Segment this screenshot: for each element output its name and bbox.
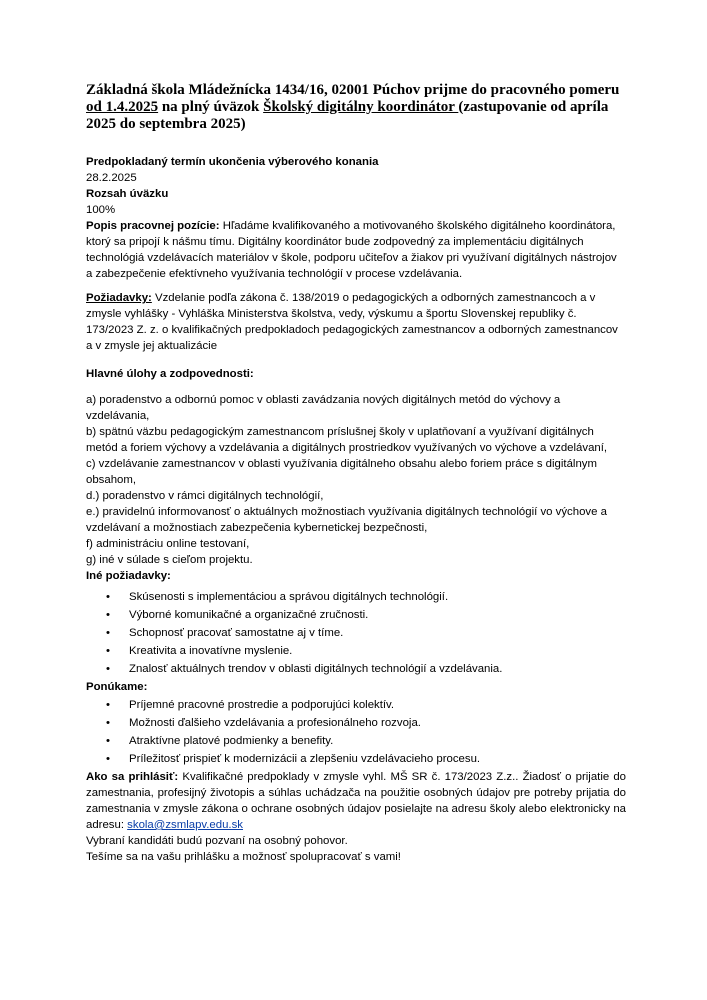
list-item: • Znalosť aktuálnych trendov v oblasti digitálnych technológií a vzdelávania. — [86, 661, 626, 677]
heading-start-date: od 1.4.2025 — [86, 99, 159, 115]
school-email-link[interactable]: skola@zsmlapv.edu.sk — [127, 819, 243, 831]
list-item: • Výborné komunikačné a organizačné zručnosti. — [86, 607, 626, 623]
offer-list — [86, 697, 626, 767]
requirements-label: Požiadavky: — [86, 292, 152, 304]
task-item: a) poradenstvo a odbornú pomoc v oblasti zavádzania nových digitálnych metód do výchovy a vzdelávania, — [86, 394, 561, 422]
task-item: g) iné v súlade s cieľom projektu. — [86, 554, 253, 566]
end-date-label: Predpokladaný termín ukončenia výberového konania — [86, 156, 379, 168]
task-item: e.) pravidelnú informovanosť o aktuálnych možnostiach využívania digitálnych technológií vo výchove a vzdelávaní a možnostiach zabezpečenia kybernetickej bezpečnosti, — [86, 506, 607, 534]
document-body — [86, 154, 626, 865]
position-label: Popis pracovnej pozície: — [86, 220, 220, 232]
apply-label: Ako sa prihlásiť: — [86, 771, 179, 783]
list-item: • Príležitosť prispieť k modernizácii a zlepšeniu vzdelávacieho procesu. — [86, 751, 626, 767]
other-requirements-label: Iné požiadavky: — [86, 570, 171, 582]
list-item: • Kreativita a inovatívne myslenie. — [86, 643, 626, 659]
task-item: c) vzdelávanie zamestnancov v oblasti využívania digitálneho obsahu alebo foriem práce s digitálnym obsahom, — [86, 458, 597, 486]
task-item: b) spätnú väzbu pedagogickým zamestnancom príslušnej školy v uplatňovaní a využívaní digitálnych metód a foriem výchovy a vzdelávania a digitálnych prostriedkov využívaných vo výchove a vzdelávaní, — [86, 426, 608, 454]
other-requirements-list — [86, 589, 626, 677]
workload-value: 100% — [86, 204, 116, 216]
end-date-value: 28.2.2025 — [86, 172, 137, 184]
task-item: d.) poradenstvo v rámci digitálnych technológií, — [86, 490, 324, 502]
workload-label: Rozsah úväzku — [86, 188, 169, 200]
closing-line-1: Vybraní kandidáti budú pozvaní na osobný pohovor. — [86, 835, 348, 847]
position-text: Hľadáme kvalifikovaného a motivovaného školského digitálneho koordinátora, ktorý sa pripojí k nášmu tímu. Digitálny koordinátor bude zodpovedný za implementáciu digitálnych technológiá vzdelávacích materiálov v škole, podporu učiteľov a žiakov pri využívaní digitálnych nástrojov a zabezpečenie efektívneho využívania technológií v procese vzdelávania. — [86, 220, 617, 280]
heading-workload: na plný úväzok — [158, 99, 264, 115]
list-item: • Schopnosť pracovať samostatne aj v tíme. — [86, 625, 626, 641]
position-description — [86, 218, 626, 282]
heading-school: Základná škola Mládežnícka 1434/16, 02001 Púchov prijme do pracovného pomeru — [86, 82, 620, 98]
list-item: • Príjemné pracovné prostredie a podporujúci kolektív. — [86, 697, 626, 713]
apply-section — [86, 769, 626, 833]
requirements-section — [86, 290, 626, 354]
requirements-text: Vzdelanie podľa zákona č. 138/2019 o pedagogických a odborných zamestnancoch a v zmysle vyhlášky - Vyhláška Ministerstva školstva, vedy, výskumu a športu Slovenskej republiky č. 173/2023 Z. z. o kvalifikačných predpokladoch pedagogických zamestnancov a odborných zamestnancov a v zmysle jej aktualizácie — [86, 292, 618, 352]
list-item: • Atraktívne platové podmienky a benefity. — [86, 733, 626, 749]
list-item: • Možnosti ďalšieho vzdelávania a profesionálneho rozvoja. — [86, 715, 626, 731]
closing-line-2: Tešíme sa na vašu prihlášku a možnosť spolupracovať s vami! — [86, 851, 401, 863]
heading-substitution: (zastupovanie od apríla 2025 do septembra 2025) — [86, 99, 609, 132]
tasks-label: Hlavné úlohy a zodpovednosti: — [86, 368, 254, 380]
offer-label: Ponúkame: — [86, 681, 148, 693]
task-item: f) administráciu online testovaní, — [86, 538, 250, 550]
list-item: • Skúsenosti s implementáciou a správou digitálnych technológií. — [86, 589, 626, 605]
heading-position: Školský digitálny koordinátor — [263, 99, 459, 115]
job-heading — [86, 82, 626, 133]
apply-text: Kvalifikačné predpoklady v zmysle vyhl. MŠ SR č. 173/2023 Z.z.. Žiadosť o prijatie do zamestnania, profesijný životopis a súhlas uchádzača na použitie osobných údajov pre potreby prijatia do zamestnania v zmysle zákona o ochrane osobných údajov posielajte na adresu školy alebo elektronicky na adresu: — [86, 771, 626, 831]
